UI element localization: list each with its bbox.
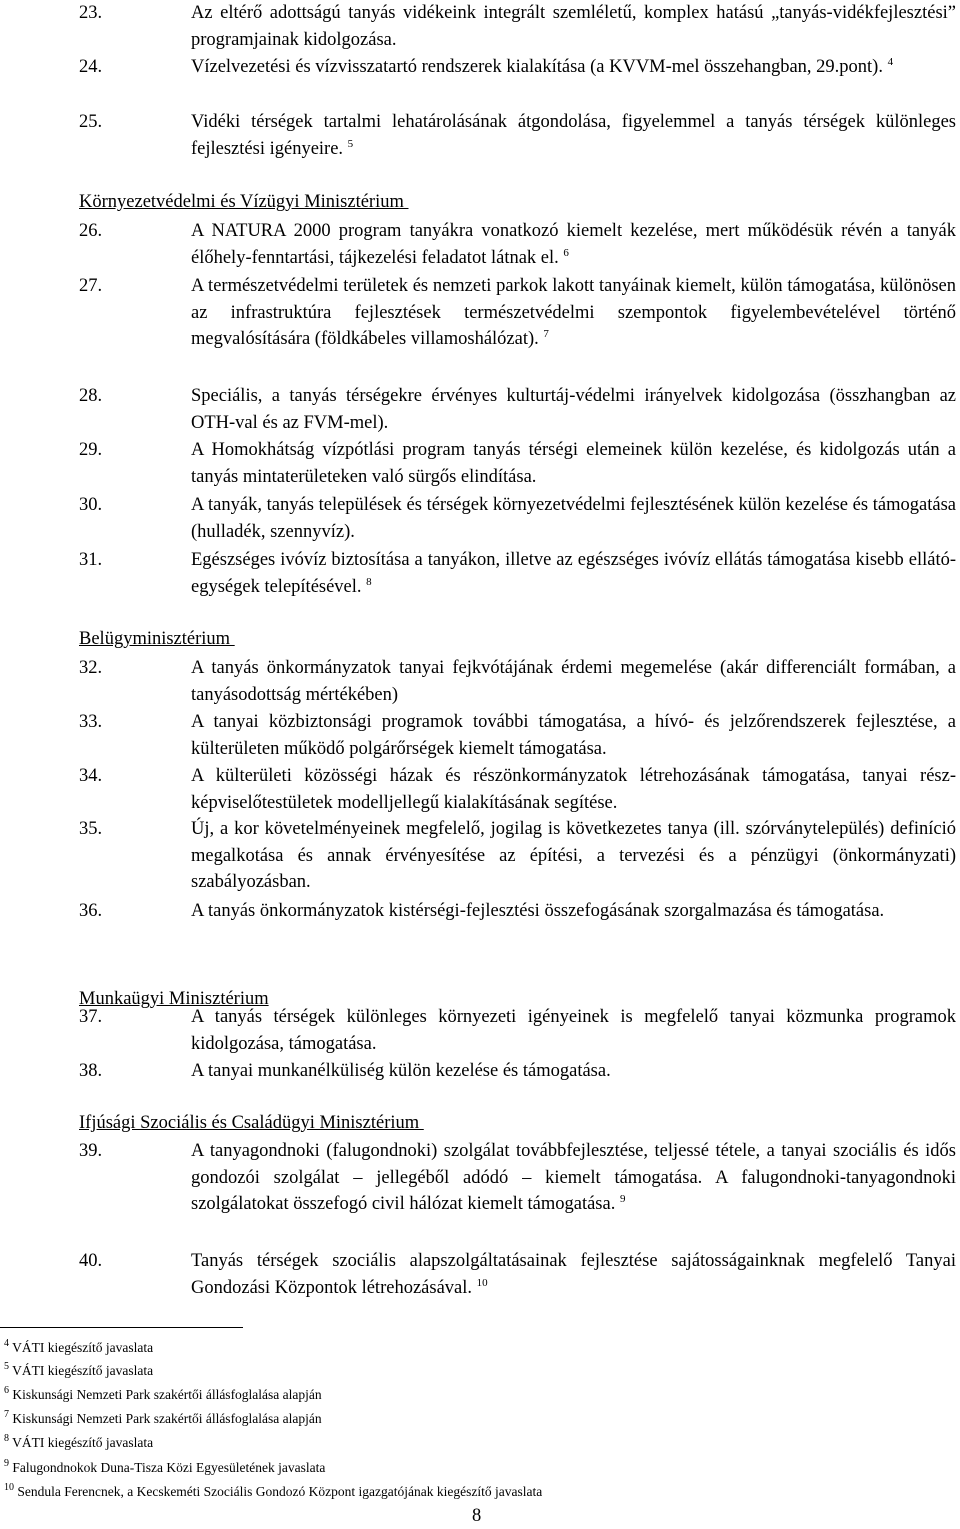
item-text: A Homokhátság vízpótlási program tanyás térségi elemeinek külön kezelése, és kidolgozás után a tanyás mintaterületeken való sürgős elindítása. <box>191 440 956 487</box>
item-text: A tanyás önkormányzatok kistérségi-fejlesztési összefogásának szorgalmazása és támogatása. <box>191 901 885 921</box>
item-number: 33. <box>79 712 103 732</box>
item-text: Az eltérő adottságú tanyás vidékeink integrált szemléletű, komplex hatású „tanyás-vidékfejlesztési” programjainak kidolgozása. <box>191 3 956 50</box>
footnote-ref[interactable]: 10 <box>476 1276 488 1289</box>
footnote-text: VÁTI kiegészítő javaslata <box>12 1340 154 1355</box>
footnote-number: 10 <box>4 1482 14 1493</box>
list-item <box>79 109 956 162</box>
item-number: 37. <box>79 1007 103 1027</box>
footnote-ref[interactable]: 6 <box>563 246 569 259</box>
footnote-ref[interactable]: 9 <box>619 1193 626 1205</box>
footnote-ref[interactable]: 4 <box>887 56 894 68</box>
item-text: Vidéki térségek tartalmi lehatárolásának átgondolása, figyelemmel a tanyás térségek különleges fejlesztési igényeire. <box>191 112 956 159</box>
item-text: A tanyai munkanélküliség külön kezelése és támogatása. <box>191 1061 611 1081</box>
footnote-number: 8 <box>4 1433 9 1444</box>
item-number: 39. <box>79 1141 103 1161</box>
item-number: 35. <box>79 819 103 839</box>
footnote-separator <box>0 1327 243 1328</box>
list-item <box>79 547 956 600</box>
item-number: 31. <box>79 550 103 570</box>
footnote-ref[interactable]: 7 <box>543 328 549 340</box>
item-text: A külterületi közösségi házak és részönkormányzatok létrehozásának támogatása, tanyai rész-képviselőtestületek modelljellegű kialakításának segítése. <box>191 766 956 813</box>
item-number: 30. <box>79 495 103 515</box>
section-heading-iszcsm: Ifjúsági Szociális és Családügyi Minisztérium <box>79 1113 424 1133</box>
footnote-text: Kiskunsági Nemzeti Park szakértői állásfoglalása alapján <box>12 1387 322 1402</box>
footnote-text: Falugondnokok Duna-Tisza Közi Egyesületének javaslata <box>12 1460 326 1475</box>
list-item <box>79 898 956 925</box>
list-item <box>79 1058 956 1085</box>
list-item <box>79 54 956 81</box>
item-number: 24. <box>79 57 103 77</box>
item-text: Vízelvezetési és vízvisszatartó rendszerek kialakítása (a KVVM-mel összehangban, 29.pont). <box>191 57 883 77</box>
item-number: 29. <box>79 440 103 460</box>
item-text: Új, a kor követelményeinek megfelelő, jogilag is következetes tanya (ill. szórványtelepülés) definíció megalkotása és annak érvényesítése az építési, a tervezési és a pénzügyi (önkormányzati) szabályozásban. <box>191 819 956 892</box>
page-number: 8 <box>472 1506 482 1526</box>
footnote <box>4 1386 322 1404</box>
footnote-text: Sendula Ferencnek, a Kecskeméti Szociális Gondozó Központ igazgatójának kiegészítő javaslata <box>17 1484 543 1499</box>
footnote-number: 9 <box>4 1458 9 1469</box>
footnote-number: 5 <box>4 1361 9 1372</box>
item-number: 23. <box>79 3 103 23</box>
item-number: 27. <box>79 276 103 296</box>
footnote <box>4 1434 153 1452</box>
list-item <box>79 437 956 490</box>
item-number: 28. <box>79 386 103 406</box>
item-text: A tanyás önkormányzatok tanyai fejkvótájának érdemi megemelése (akár differenciált formában, a tanyásodottság mértékében) <box>191 658 956 705</box>
list-item <box>79 0 956 53</box>
footnote-number: 7 <box>4 1409 9 1420</box>
footnote <box>4 1410 322 1428</box>
list-item <box>79 655 956 708</box>
footnote-ref[interactable]: 5 <box>347 137 354 150</box>
footnote <box>4 1339 153 1357</box>
list-item <box>79 709 956 762</box>
section-heading-kvvm: Környezetvédelmi és Vízügyi Minisztérium <box>79 192 409 212</box>
section-heading-bm: Belügyminisztérium <box>79 629 235 649</box>
item-text: Egészséges ivóvíz biztosítása a tanyákon, illetve az egészséges ivóvíz ellátás támogatása kisebb ellátó-egységek telepítésével. <box>191 550 956 597</box>
footnote-text: VÁTI kiegészítő javaslata <box>12 1435 154 1450</box>
list-item <box>79 816 956 896</box>
item-number: 32. <box>79 658 103 678</box>
footnote-number: 4 <box>4 1338 9 1349</box>
footnote-ref[interactable]: 8 <box>366 575 372 588</box>
footnote <box>4 1362 153 1380</box>
item-text: A tanyák, tanyás települések és térségek környezetvédelmi fejlesztésének külön kezelése és támogatása (hulladék, szennyvíz). <box>191 495 956 542</box>
list-item <box>79 1138 956 1218</box>
list-item <box>79 763 956 816</box>
item-text: A tanyás térségek különleges környezeti igényeinek is megfelelő tanyai közmunka programok kidolgozása, támogatása. <box>191 1007 956 1054</box>
list-item <box>79 273 956 353</box>
list-item <box>79 492 956 545</box>
item-number: 38. <box>79 1061 103 1081</box>
item-text: A tanyai közbiztonsági programok további támogatása, a hívó- és jelzőrendszerek fejlesztése, a külterületen működő polgárőrségek kiemelt támogatása. <box>191 712 956 759</box>
section-heading-munkaugyi: Munkaügyi Minisztérium <box>79 989 269 1009</box>
list-item <box>79 1004 956 1057</box>
footnote-number: 6 <box>4 1385 9 1396</box>
item-number: 26. <box>79 221 103 241</box>
item-text: Tanyás térségek szociális alapszolgáltatásainak fejlesztése sajátosságainknak megfelelő Tanyai Gondozási Központok létrehozásával. <box>191 1251 956 1298</box>
item-text: A természetvédelmi területek és nemzeti parkok lakott tanyáinak kiemelt, külön támogatása, különösen az infrastruktúra fejlesztések természetvédelmi szempontok figyelembevételével történő megvalósítására (földkábeles villamoshálózat). <box>191 276 956 349</box>
item-number: 34. <box>79 766 103 786</box>
list-item <box>79 1248 956 1301</box>
footnote <box>4 1483 542 1501</box>
item-number: 40. <box>79 1251 103 1271</box>
item-number: 25. <box>79 112 103 132</box>
footnote-text: VÁTI kiegészítő javaslata <box>12 1363 154 1378</box>
item-text: Speciális, a tanyás térségekre érvényes kulturtáj-védelmi irányelvek kidolgozása (összhangban az OTH-val és az FVM-mel). <box>191 386 956 433</box>
list-item <box>79 383 956 436</box>
item-number: 36. <box>79 901 103 921</box>
footnote-text: Kiskunsági Nemzeti Park szakértői állásfoglalása alapján <box>12 1411 322 1426</box>
item-text: A NATURA 2000 program tanyákra vonatkozó kiemelt kezelése, mert működésük révén a tanyák élőhely-fenntartási, tájkezelési feladatot látnak el. <box>191 221 956 268</box>
list-item <box>79 218 956 271</box>
footnote <box>4 1459 325 1477</box>
item-text: A tanyagondnoki (falugondnoki) szolgálat továbbfejlesztése, teljessé tétele, a tanyai szociális és idős gondozói szolgálat – jellegéből adódó – kiemelt támogatása. A falugondnoki-tanyagondnoki szolgálatokat összefogó civil hálózat kiemelt támogatása. <box>191 1141 956 1214</box>
